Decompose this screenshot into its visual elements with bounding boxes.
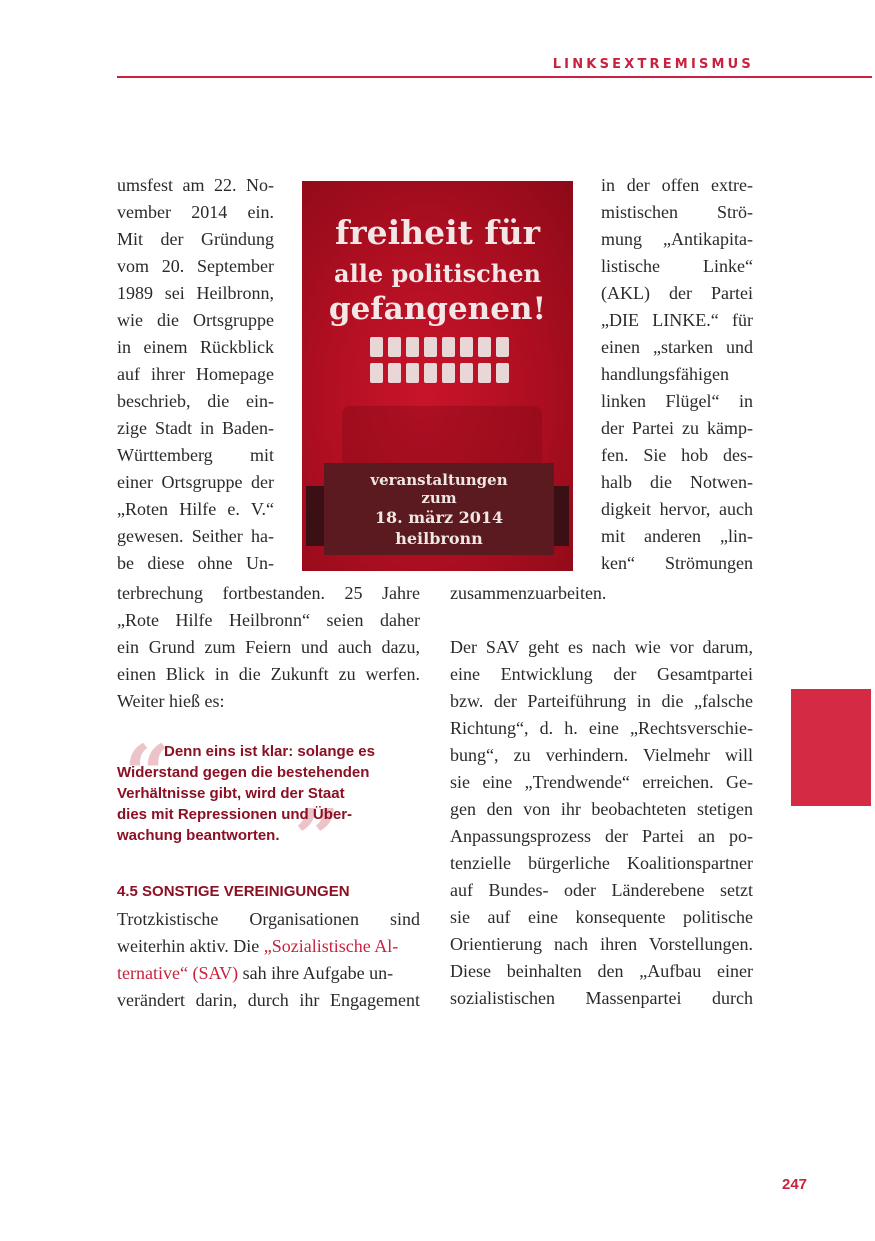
text-line: Orientierung nach ihren Vorstellungen. — [450, 934, 753, 954]
text-line: mistischen Strö- — [601, 202, 753, 222]
text-line: listische Linke“ — [601, 256, 753, 276]
text-line: gen den von ihr beobachteten stetigen — [450, 799, 753, 819]
text-line: sozialistischen Massenpartei durch — [450, 988, 753, 1008]
quote-line: Widerstand gegen die bestehenden — [117, 764, 370, 781]
banner-line3: 18. märz 2014 — [374, 508, 504, 527]
poster-title-line3: gefangenen! — [328, 291, 547, 327]
text-line: digkeit hervor, auch — [601, 499, 753, 519]
text-line: vom 20. September — [117, 256, 274, 276]
chapter-tab — [791, 689, 871, 806]
section-line1: Trotzkistische Organisationen sind — [117, 909, 420, 929]
text-line: auf ihrer Homepage — [117, 364, 274, 384]
close-quote-icon: ” — [294, 791, 341, 885]
poster-background-shape — [342, 406, 542, 466]
running-header — [117, 54, 872, 78]
text-line: wie die Ortsgruppe — [117, 310, 274, 330]
text-line: einen „starken und — [601, 337, 753, 357]
text-line: in einem Rückblick — [117, 337, 274, 357]
poster-prison-bars — [364, 337, 514, 389]
text-line: ein Grund zum Feiern und auch dazu, — [117, 637, 420, 657]
text-line: linken Flügel“ in — [601, 391, 753, 411]
right-column-continuation: zusammenzuarbeiten. — [450, 583, 607, 603]
text-line: zige Stadt in Baden- — [117, 418, 274, 438]
poster-image — [302, 181, 573, 571]
text-line: sie eine „Trendwende“ erreichen. Ge- — [450, 772, 753, 792]
text-line: 1989 sei Heilbronn, — [117, 283, 274, 303]
text-line: beschrieb, die ein- — [117, 391, 274, 411]
text-line: in der offen extre- — [601, 175, 753, 195]
quote-line: wachung beantworten. — [117, 827, 280, 844]
text-line: der Partei zu kämp- — [601, 418, 753, 438]
text-line: „Roten Hilfe e. V.“ — [117, 499, 274, 519]
text-line: be diese ohne Un- — [117, 553, 274, 573]
page-number: 247 — [782, 1176, 808, 1193]
text-line: tenzielle bürgerliche Koalitionspartner — [450, 853, 753, 873]
sav-link-part1: „Sozialistische Al- — [263, 936, 399, 956]
text-line: handlungsfähigen — [601, 364, 729, 384]
text-line: mit anderen „lin- — [601, 526, 753, 546]
text-line: eine Entwicklung der Gesamtpartei — [450, 664, 753, 684]
text-line: „DIE LINKE.“ für — [601, 310, 753, 330]
poster-title-line2: alle politischen — [334, 259, 541, 288]
banner-line4: heilbronn — [395, 529, 483, 548]
open-quote-icon: “ — [124, 727, 171, 821]
banner-line2: zum — [421, 489, 457, 507]
text-line: Richtung“, d. h. eine „Rechtsverschie- — [450, 718, 753, 738]
section-line2 — [117, 933, 398, 960]
text-line: terbrechung fortbestanden. 25 Jahre — [117, 583, 420, 603]
text-line: einer Ortsgruppe der — [117, 472, 274, 492]
text-line: umsfest am 22. No- — [117, 175, 274, 195]
text-line: fen. Sie hob des- — [601, 445, 753, 465]
quote-line: Denn eins ist klar: solange es — [164, 743, 375, 760]
text-line: sie auf eine konsequente politische — [450, 907, 753, 927]
text-line: gewesen. Seither ha- — [117, 526, 274, 546]
banner-line1: veranstaltungen — [370, 471, 508, 489]
text-line: „Rote Hilfe Heilbronn“ seien daher — [117, 610, 420, 630]
quote-line: dies mit Repressionen und Über- — [117, 806, 353, 823]
section-line4: verändert darin, durch ihr Engagement — [117, 990, 420, 1010]
sav-link-part2: ternative“ (SAV) — [117, 963, 239, 983]
text-line: einen Blick in die Zukunft zu werfen. — [117, 664, 420, 684]
text-line: Mit der Gründung — [117, 229, 274, 249]
text-line: bzw. der Parteiführung in die „falsche — [450, 691, 753, 711]
poster-banner-text — [324, 471, 554, 549]
section-heading: 4.5 SONSTIGE VEREINIGUNGEN — [117, 883, 350, 900]
text-line: halb die Notwen- — [601, 472, 753, 492]
poster-title-line1: freiheit für — [335, 213, 540, 252]
text-line: vember 2014 ein. — [117, 202, 274, 222]
section-line3-text: sah ihre Aufgabe un- — [238, 963, 394, 983]
text-line: Anpassungsprozess der Partei an po- — [450, 826, 753, 846]
text-line: Der SAV geht es nach wie vor darum, — [450, 637, 753, 657]
quote-line: Verhältnisse gibt, wird der Staat — [117, 785, 345, 802]
text-line: Weiter hieß es: — [117, 691, 225, 711]
text-line: Diese beinhalten den „Aufbau einer — [450, 961, 753, 981]
header-label: LINKSEXTREMISMUS — [552, 57, 754, 72]
section-line2-text: weiterhin aktiv. Die — [117, 936, 264, 956]
text-line: Württemberg mit — [117, 445, 274, 465]
section-line3 — [117, 960, 393, 987]
text-line: auf Bundes- oder Länderebene setzt — [450, 880, 753, 900]
text-line: (AKL) der Partei — [601, 283, 753, 303]
text-line: bung“, zu verhindern. Vielmehr will — [450, 745, 753, 765]
text-line: mung „Antikapita- — [601, 229, 753, 249]
text-line: ken“ Strömungen — [601, 553, 753, 573]
